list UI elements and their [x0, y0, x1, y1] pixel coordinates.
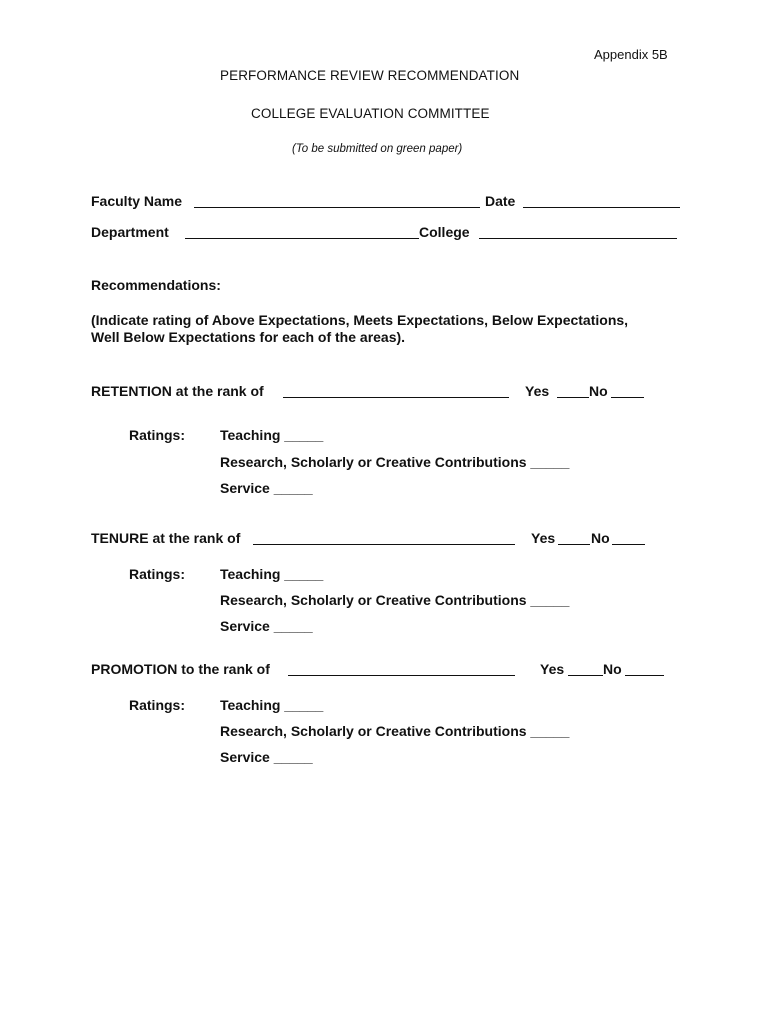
retention-yes-label: Yes [525, 383, 550, 399]
tenure-label: TENURE at the rank of [91, 530, 241, 546]
retention-yes-field[interactable] [557, 383, 589, 398]
college-field[interactable] [479, 224, 677, 239]
department-label: Department [91, 224, 169, 240]
promotion-ratings-label: Ratings: [129, 697, 185, 713]
appendix-label: Appendix 5B [594, 47, 668, 62]
page-subtitle: COLLEGE EVALUATION COMMITTEE [251, 106, 490, 121]
retention-rank-field[interactable] [283, 383, 509, 398]
promotion-no-label: No [603, 661, 622, 677]
tenure-yes-label: Yes [531, 530, 556, 546]
submission-note: (To be submitted on green paper) [292, 143, 463, 155]
promotion-teaching-rating[interactable]: Teaching _____ [220, 697, 324, 713]
tenure-service-rating[interactable]: Service _____ [220, 618, 313, 634]
tenure-rank-field[interactable] [253, 530, 515, 545]
promotion-research-rating[interactable]: Research, Scholarly or Creative Contributions _____ [220, 723, 570, 739]
retention-ratings-label: Ratings: [129, 427, 185, 443]
retention-teaching-rating[interactable]: Teaching _____ [220, 427, 324, 443]
date-label: Date [485, 193, 516, 209]
tenure-yes-field[interactable] [558, 530, 590, 545]
recommendations-heading: Recommendations: [91, 277, 221, 293]
tenure-research-rating[interactable]: Research, Scholarly or Creative Contributions _____ [220, 592, 570, 608]
retention-no-field[interactable] [611, 383, 644, 398]
date-field[interactable] [523, 193, 680, 208]
college-label: College [419, 224, 470, 240]
retention-service-rating[interactable]: Service _____ [220, 480, 313, 496]
retention-no-label: No [589, 383, 608, 399]
instructions-line-1: (Indicate rating of Above Expectations, Meets Expectations, Below Expectations, [91, 312, 629, 328]
faculty-name-field[interactable] [194, 193, 480, 208]
promotion-yes-label: Yes [540, 661, 565, 677]
page-title: PERFORMANCE REVIEW RECOMMENDATION [220, 68, 520, 83]
instructions-line-2: Well Below Expectations for each of the areas). [91, 329, 406, 345]
retention-research-rating[interactable]: Research, Scholarly or Creative Contributions _____ [220, 454, 570, 470]
department-field[interactable] [185, 224, 419, 239]
tenure-ratings-label: Ratings: [129, 566, 185, 582]
tenure-no-field[interactable] [612, 530, 645, 545]
promotion-label: PROMOTION to the rank of [91, 661, 270, 677]
promotion-no-field[interactable] [625, 661, 664, 676]
promotion-yes-field[interactable] [568, 661, 603, 676]
tenure-teaching-rating[interactable]: Teaching _____ [220, 566, 324, 582]
faculty-name-label: Faculty Name [91, 193, 183, 209]
retention-label: RETENTION at the rank of [91, 383, 264, 399]
tenure-no-label: No [591, 530, 610, 546]
promotion-rank-field[interactable] [288, 661, 515, 676]
promotion-service-rating[interactable]: Service _____ [220, 749, 313, 765]
